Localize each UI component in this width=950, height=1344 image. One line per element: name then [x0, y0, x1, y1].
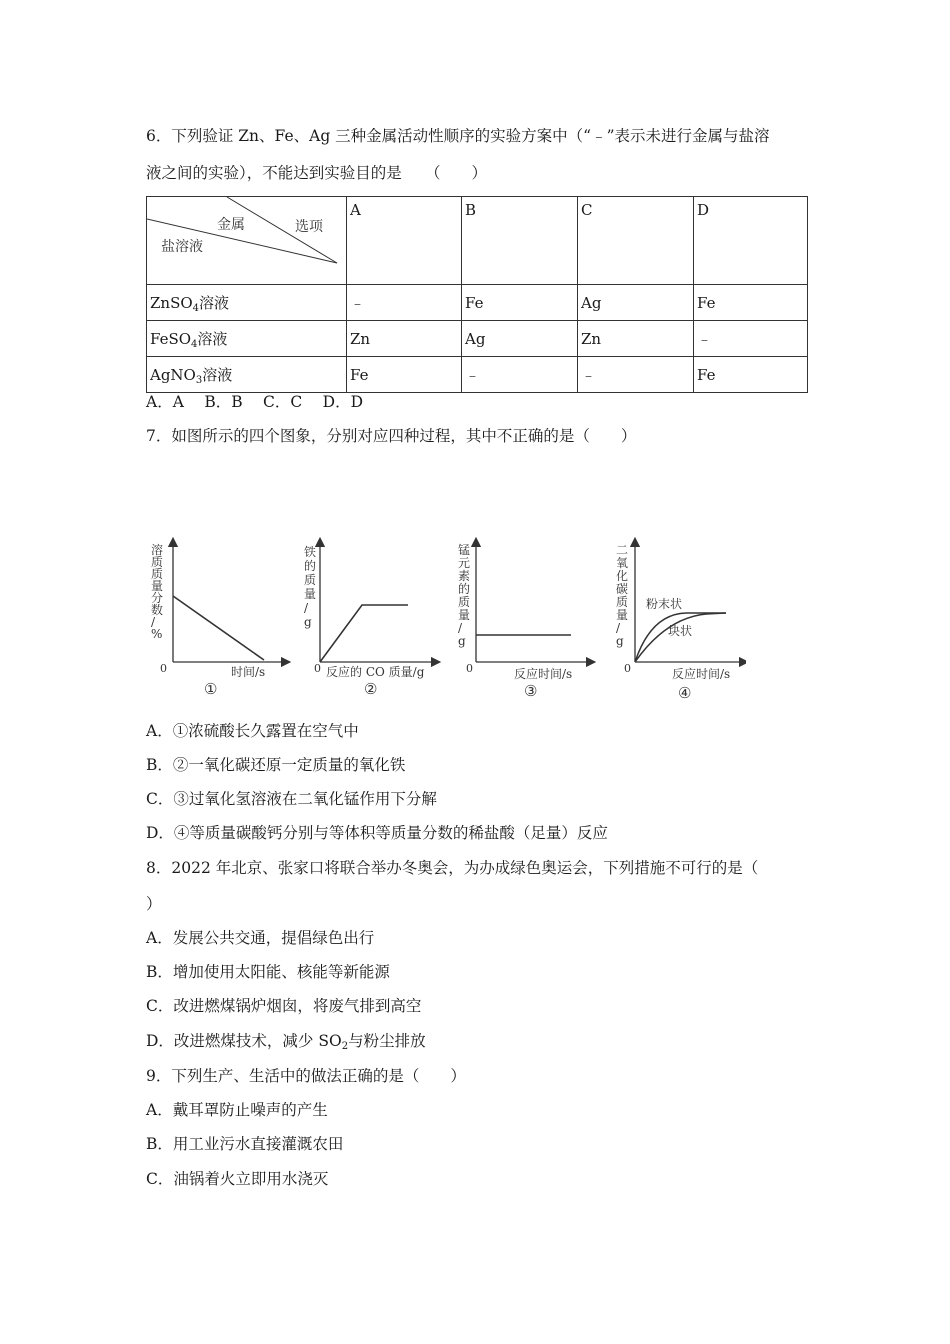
ylabel-char: 质: [304, 573, 317, 587]
ylabel-char: g: [458, 634, 466, 648]
ylabel-char: /: [616, 621, 621, 635]
table-cell: ﹣: [694, 321, 808, 357]
graph-4-xlabel: 反应时间/s: [672, 667, 731, 681]
ylabel-char: %: [151, 627, 163, 641]
ylabel-char: 量: [151, 579, 164, 593]
table-row: [147, 357, 808, 393]
ylabel-char: 的: [458, 582, 471, 596]
table-cell: Fe: [462, 285, 578, 321]
table-row: [147, 285, 808, 321]
graph-3-number: ③: [524, 682, 538, 700]
graph-1-number: ①: [204, 680, 218, 698]
q8-option-b: B．增加使用太阳能、核能等新能源: [146, 963, 390, 981]
table-cell: Ag: [462, 321, 578, 357]
q8-option-c: C．改进燃煤锅炉烟囱，将废气排到高空: [146, 997, 422, 1015]
graph-3: [458, 542, 591, 700]
graph-4: [616, 542, 744, 702]
q9-option-b: B．用工业污水直接灌溉农田: [146, 1135, 344, 1153]
ylabel-char: 质: [616, 595, 629, 609]
diagonal-header-cell: [147, 197, 347, 285]
graph-1-line: [173, 596, 264, 660]
q7-figures: [146, 530, 746, 710]
graph-4-ylabel: [616, 543, 628, 648]
q8-option-a: A．发展公共交通，提倡绿色出行: [146, 929, 375, 947]
ylabel-char: 量: [304, 587, 317, 601]
q9-option-a: A．戴耳罩防止噪声的产生: [146, 1101, 328, 1119]
col-header-d: D: [694, 197, 808, 285]
ylabel-char: 质: [458, 595, 471, 609]
graph-2: [304, 542, 436, 698]
ylabel-char: 元: [458, 556, 471, 570]
graph-1-origin: 0: [160, 662, 167, 675]
table-cell: Zn: [578, 321, 694, 357]
q8-stem-line2: ）: [146, 895, 162, 913]
ylabel-char: 铁: [304, 545, 317, 559]
q6-table: [146, 196, 808, 393]
q8-option-d: D．改进燃煤技术，减少 $SO_2$与粉尘排放: [146, 1032, 426, 1052]
ylabel-char: /: [304, 601, 309, 615]
graph-3-ylabel: [458, 543, 470, 648]
table-cell: Ag: [578, 285, 694, 321]
q8-stem-line1: 8．2022 年北京、张家口将联合举办冬奥会，为办成绿色奥运会，下列措施不可行的是（: [146, 859, 759, 877]
ylabel-char: 的: [304, 559, 317, 573]
table-cell: ﹣: [347, 285, 462, 321]
table-cell: Fe: [694, 357, 808, 393]
q7-option-a: A．①浓硫酸长久露置在空气中: [146, 722, 359, 740]
graph-4-number: ④: [678, 684, 692, 702]
graph-1-ylabel: [151, 542, 163, 641]
graph-1-xlabel: 时间/s: [231, 665, 266, 679]
diag-label-salt: 盐溶液: [161, 239, 203, 255]
graph-4-curve2-label: 块状: [668, 624, 693, 638]
ylabel-char: 氧: [616, 556, 629, 570]
q6-stem-line1: 6．下列验证 Zn、Fe、Ag 三种金属活动性顺序的实验方案中（“﹣”表示未进行金属与盐溶: [146, 127, 770, 145]
graph-4-origin: 0: [624, 662, 631, 675]
ylabel-char: 质: [151, 555, 164, 569]
graph-4-curve1-label: 粉末状: [646, 597, 683, 611]
q9-option-c: C．油锅着火立即用水浇灭: [146, 1170, 329, 1188]
q7-option-d: D．④等质量碳酸钙分别与等体积等质量分数的稀盐酸（足量）反应: [146, 824, 608, 842]
ylabel-char: 溶: [151, 543, 164, 557]
graph-3-origin: 0: [466, 662, 473, 675]
ylabel-char: g: [304, 615, 312, 629]
diag-label-option: 选项: [295, 219, 323, 235]
ylabel-char: 素: [458, 569, 471, 583]
ylabel-char: 化: [616, 569, 629, 583]
row-label: FeSO$_4$溶液: [147, 321, 347, 357]
q6-stem-line2: 液之间的实验），不能达到实验目的是 （ ）: [146, 164, 488, 182]
graph-2-xlabel: 反应的 CO 质量/g: [326, 665, 425, 679]
ylabel-char: 碳: [616, 582, 629, 596]
graph-2-origin: 0: [314, 662, 321, 675]
ylabel-char: /: [458, 621, 463, 635]
table-cell: ﹣: [578, 357, 694, 393]
row-label: ZnSO$_4$溶液: [147, 285, 347, 321]
q7-option-c: C．③过氧化氢溶液在二氧化锰作用下分解: [146, 790, 437, 808]
table-cell: Fe: [694, 285, 808, 321]
graph-2-ylabel: [304, 544, 316, 629]
q9-stem: 9．下列生产、生活中的做法正确的是（ ）: [146, 1067, 466, 1085]
col-header-c: C: [578, 197, 694, 285]
table-cell: Fe: [347, 357, 462, 393]
table-cell: Zn: [347, 321, 462, 357]
graph-2-line: [320, 605, 408, 662]
ylabel-char: 数: [151, 603, 164, 617]
ylabel-char: 锰: [458, 543, 471, 557]
table-cell: ﹣: [462, 357, 578, 393]
q7-graphs-svg: [146, 530, 746, 710]
ylabel-char: 质: [151, 567, 164, 581]
table-row: [147, 321, 808, 357]
row-label: AgNO$_3$溶液: [147, 357, 347, 393]
ylabel-char: 量: [616, 608, 629, 622]
col-header-b: B: [462, 197, 578, 285]
graph-2-number: ②: [364, 680, 378, 698]
graph-1: [151, 542, 286, 698]
ylabel-char: 量: [458, 608, 471, 622]
diag-label-metal: 金属: [217, 217, 245, 233]
ylabel-char: 分: [151, 591, 164, 605]
q7-option-b: B．②一氧化碳还原一定质量的氧化铁: [146, 756, 406, 774]
q6-options: A．A B．B C．C D．D: [146, 393, 364, 411]
q7-stem: 7．如图所示的四个图象，分别对应四种过程，其中不正确的是（ ）: [146, 427, 637, 445]
col-header-a: A: [347, 197, 462, 285]
graph-3-xlabel: 反应时间/s: [514, 667, 573, 681]
ylabel-char: /: [151, 615, 156, 629]
ylabel-char: 二: [616, 543, 629, 557]
ylabel-char: g: [616, 634, 624, 648]
